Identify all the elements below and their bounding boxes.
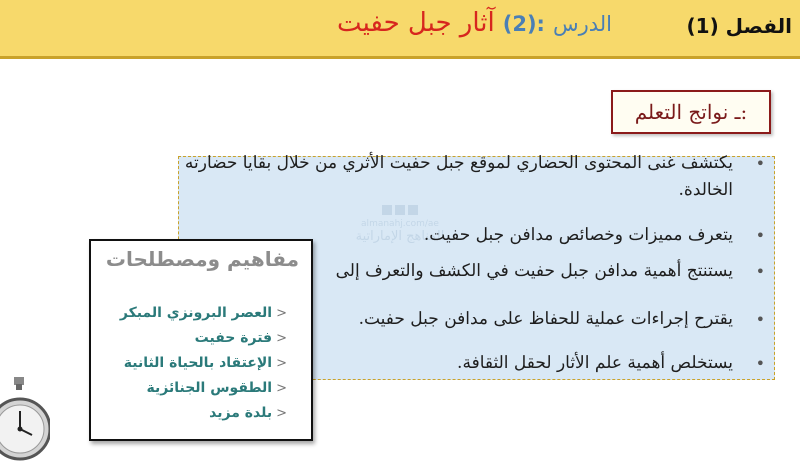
concept-item[interactable] bbox=[120, 351, 287, 376]
outcome-text: يستخلص أهمية علم الأثار لحقل الثقافة. bbox=[457, 353, 733, 373]
watermark-url: almanahj.com/ae bbox=[361, 219, 439, 229]
concepts-title: مفاهيم ومصطلحات bbox=[105, 247, 299, 271]
bullet-icon: • bbox=[755, 226, 765, 245]
arrow-right-icon: < bbox=[276, 331, 287, 346]
watermark-text: المناهج الإماراتية bbox=[355, 229, 445, 244]
concept-label: الطقوس الجنائزية bbox=[146, 380, 273, 396]
arrow-right-icon: < bbox=[276, 306, 287, 321]
lesson-heading bbox=[337, 8, 612, 38]
bullet-icon: • bbox=[755, 354, 765, 373]
concept-item[interactable] bbox=[120, 301, 287, 326]
concept-item[interactable] bbox=[120, 326, 287, 351]
arrow-right-icon: < bbox=[276, 356, 287, 371]
learning-outcomes-box bbox=[611, 90, 771, 134]
lesson-label: الدرس bbox=[552, 12, 612, 36]
bullet-icon: • bbox=[755, 154, 765, 173]
concept-label: بلدة مزيد bbox=[209, 405, 273, 421]
outcome-text: يكتشف غنى المحتوى الحضاري لموقع جبل حفيت الأثري من خلال بقايا حضارته الخالدة. bbox=[184, 153, 733, 200]
header-bar bbox=[0, 0, 800, 59]
concept-label: الإعتقاد بالحياة الثانية bbox=[123, 355, 273, 371]
concept-label: العصر البرونزي المبكر bbox=[119, 305, 273, 321]
concepts-box bbox=[89, 239, 313, 441]
concept-label: فترة حفيت bbox=[194, 330, 273, 346]
concept-item[interactable] bbox=[120, 401, 287, 426]
bullet-icon: • bbox=[755, 310, 765, 329]
bullet-icon: • bbox=[755, 262, 765, 281]
outcome-text: يتعرف مميزات وخصائص مدافن جبل حفيت. bbox=[423, 225, 733, 245]
concepts-list bbox=[120, 301, 287, 426]
lesson-title: آثار جبل حفيت bbox=[337, 8, 495, 38]
outcome-text: يقترح إجراءات عملية للحفاظ على مدافن جبل حفيت. bbox=[358, 309, 733, 329]
lesson-number: (2): bbox=[502, 12, 545, 36]
stopwatch-icon bbox=[0, 377, 50, 463]
list-item bbox=[178, 150, 773, 222]
outcome-text: يستنتج أهمية مدافن جبل حفيت في الكشف والتعرف إلى bbox=[335, 261, 733, 281]
concept-item[interactable] bbox=[120, 376, 287, 401]
arrow-right-icon: < bbox=[276, 406, 287, 421]
arrow-right-icon: < bbox=[276, 381, 287, 396]
learning-outcomes-title: ـ نواتج التعلم: bbox=[634, 100, 748, 124]
unit-title: الفصل (1) bbox=[686, 14, 792, 38]
